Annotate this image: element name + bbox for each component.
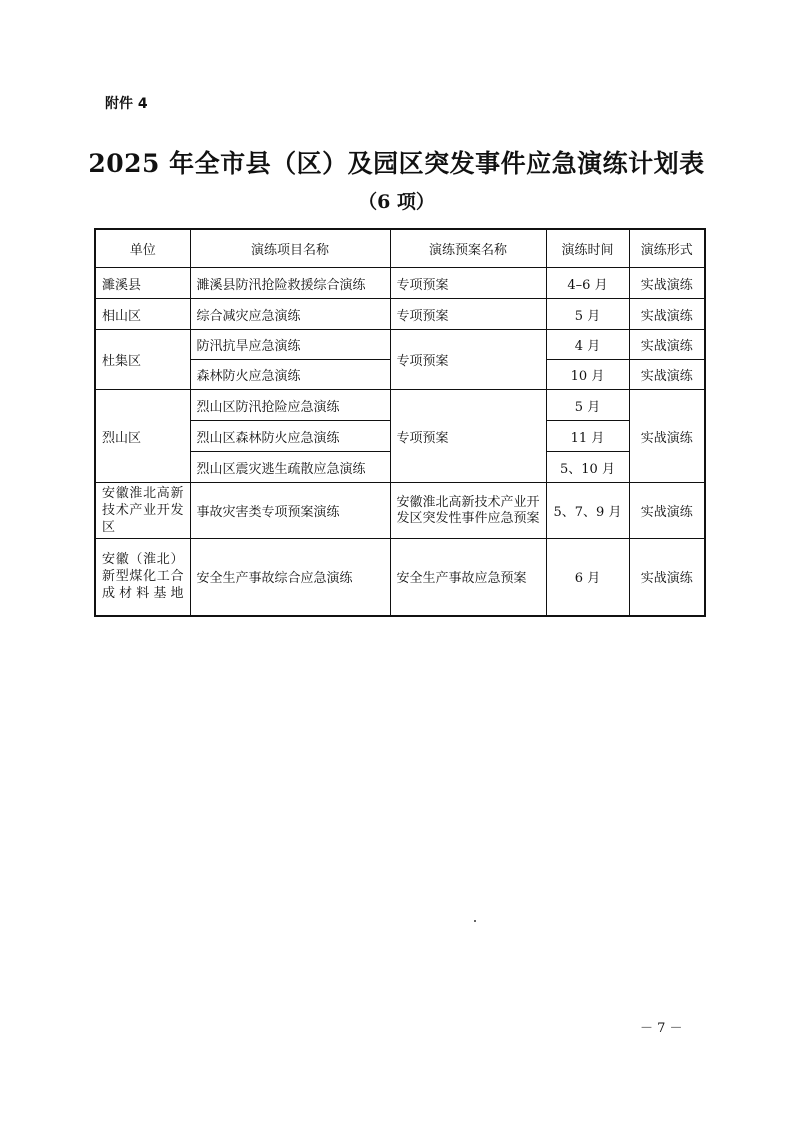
page-subtitle: （6 项） xyxy=(358,191,435,213)
time-cell: 5 月 xyxy=(546,299,629,330)
form-cell: 实战演练 xyxy=(629,539,705,616)
project-cell: 事故灾害类专项预案演练 xyxy=(190,483,390,539)
unit-cell: 相山区 xyxy=(95,299,190,330)
project-cell: 森林防火应急演练 xyxy=(190,360,390,390)
table-row xyxy=(95,299,705,330)
project-cell: 综合减灾应急演练 xyxy=(190,299,390,330)
project-cell: 防汛抗旱应急演练 xyxy=(190,330,390,360)
unit-cell: 安徽淮北高新技术产业开发区 xyxy=(95,483,190,539)
unit-cell: 烈山区 xyxy=(95,390,190,483)
form-cell: 实战演练 xyxy=(629,299,705,330)
project-cell: 烈山区森林防火应急演练 xyxy=(190,421,390,452)
plan-cell: 专项预案 xyxy=(390,330,546,390)
project-cell: 濉溪县防汛抢险救援综合演练 xyxy=(190,268,390,299)
project-cell: 烈山区震灾逃生疏散应急演练 xyxy=(190,452,390,483)
time-cell: 5 月 xyxy=(546,390,629,421)
header-form: 演练形式 xyxy=(629,229,705,268)
time-cell: 4–6 月 xyxy=(546,268,629,299)
table-row xyxy=(95,390,705,421)
form-cell: 实战演练 xyxy=(629,330,705,360)
form-cell: 实战演练 xyxy=(629,268,705,299)
header-time: 演练时间 xyxy=(546,229,629,268)
plan-cell: 专项预案 xyxy=(390,299,546,330)
table-row xyxy=(95,330,705,360)
time-cell: 5、10 月 xyxy=(546,452,629,483)
table-row xyxy=(95,268,705,299)
time-cell: 4 月 xyxy=(546,330,629,360)
unit-cell: 濉溪县 xyxy=(95,268,190,299)
plan-cell: 专项预案 xyxy=(390,390,546,483)
table-row xyxy=(95,483,705,539)
time-cell: 5、7、9 月 xyxy=(546,483,629,539)
header-unit: 单位 xyxy=(95,229,190,268)
form-cell: 实战演练 xyxy=(629,483,705,539)
header-project: 演练项目名称 xyxy=(190,229,390,268)
plan-cell: 安全生产事故应急预案 xyxy=(390,539,546,616)
project-cell: 安全生产事故综合应急演练 xyxy=(190,539,390,616)
unit-cell: 安徽（淮北）新型煤化工合成材料基地 xyxy=(95,539,190,616)
table-header-row xyxy=(95,229,705,268)
plan-cell: 专项预案 xyxy=(390,268,546,299)
table-row xyxy=(95,539,705,616)
unit-cell: 杜集区 xyxy=(95,330,190,390)
page-title: 2025 年全市县（区）及园区突发事件应急演练计划表 xyxy=(88,149,705,178)
stray-dot xyxy=(474,920,476,922)
page-number: － 7 － xyxy=(640,1021,683,1036)
project-cell: 烈山区防汛抢险应急演练 xyxy=(190,390,390,421)
form-cell: 实战演练 xyxy=(629,360,705,390)
plan-cell: 安徽淮北高新技术产业开发区突发性事件应急预案 xyxy=(390,483,546,539)
form-cell: 实战演练 xyxy=(629,390,705,483)
attachment-label: 附件 4 xyxy=(105,96,148,112)
drill-plan-table xyxy=(94,228,706,617)
header-plan: 演练预案名称 xyxy=(390,229,546,268)
time-cell: 11 月 xyxy=(546,421,629,452)
time-cell: 6 月 xyxy=(546,539,629,616)
time-cell: 10 月 xyxy=(546,360,629,390)
